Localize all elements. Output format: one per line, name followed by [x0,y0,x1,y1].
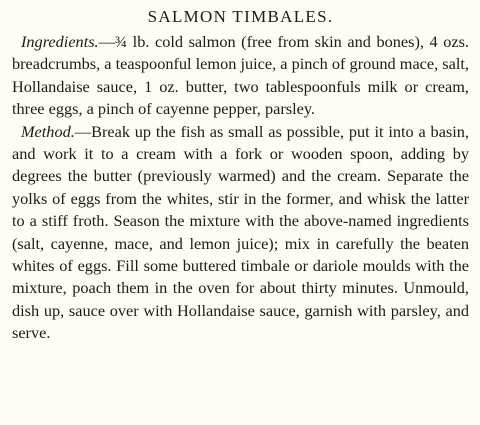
ingredients-text: —¾ lb. cold salmon (free from skin and bones), 4 ozs. breadcrumbs, a teaspoonful lemon juice, a pinch of ground mace, salt, Hollandaise sauce, 1 oz. butter, two tablespoonfuls milk or cream, three eggs, a pinch of cayenne pepper, parsley. [12,32,469,119]
ingredients-label: Ingredients. [21,32,99,51]
ingredients-paragraph [12,31,469,121]
method-paragraph [12,121,469,345]
method-label: Method. [21,121,75,141]
recipe-title: SALMON TIMBALES. [147,7,334,26]
method-text: —Break up the fish as small as possible, put it into a basin, and work it to a cream with a fork or wooden spoon, adding by degrees the butter (previously warmed) and the cream. Separate the yolks of eggs from the whites, stir in the former, and whisk the latter to a stiff froth. Season the mixture with the above-named ingredients (salt, cayenne, mace, and lemon juice); mix in carefully the beaten whites of eggs. Fill some buttered timbale or dariole moulds with the mixture, poach them in the oven for about thirty minutes. Unmould, dish up, sauce over with Hollandaise sauce, garnish with parsley, and serve. [12,121,469,343]
